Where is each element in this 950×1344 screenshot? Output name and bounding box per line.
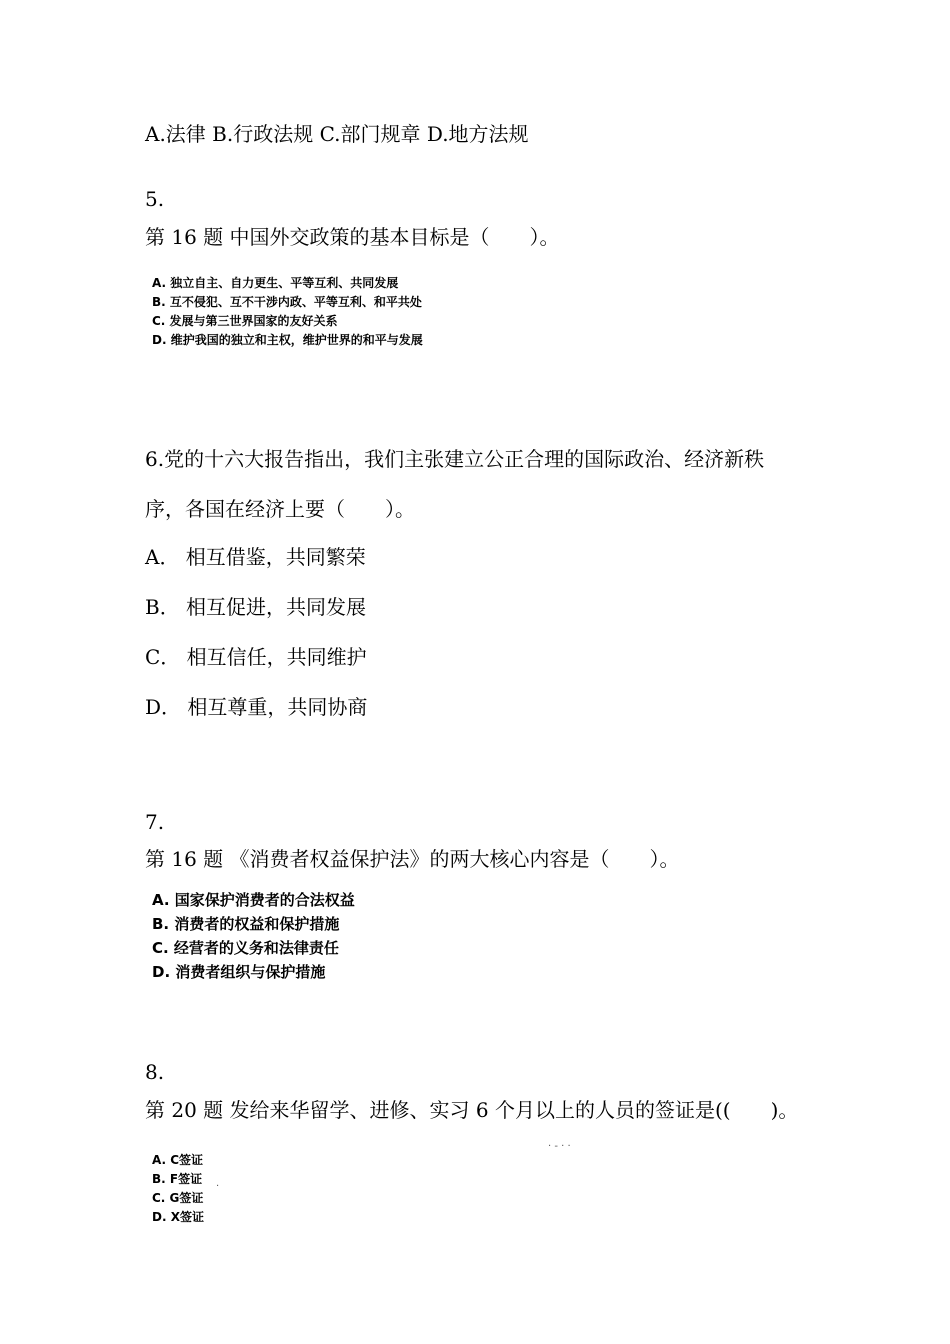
q7-option-a: A. 国家保护消费者的合法权益 xyxy=(152,891,355,909)
scan-speck-2: · xyxy=(216,1181,220,1192)
q8-number: 8. xyxy=(145,1060,165,1084)
q6-stem-line1: 6.党的十六大报告指出，我们主张建立公正合理的国际政治、经济新秩 xyxy=(145,447,765,471)
q7-option-d: D. 消费者组织与保护措施 xyxy=(152,963,326,981)
q6-stem-line2: 序，各国在经济上要（ ）。 xyxy=(145,497,415,521)
scan-speck: · - · · xyxy=(548,1141,571,1152)
q7-option-c: C. 经营者的义务和法律责任 xyxy=(152,939,339,957)
q8-option-b: B. F签证 xyxy=(152,1172,203,1186)
q7-stem: 第 16 题 《消费者权益保护法》的两大核心内容是（ ）。 xyxy=(145,847,680,871)
q6-option-d: D． 相互尊重，共同协商 xyxy=(145,695,368,719)
q6-option-c: C． 相互信任，共同维护 xyxy=(145,645,367,669)
q8-option-c: C. G签证 xyxy=(152,1191,204,1205)
q8-stem: 第 20 题 发给来华留学、进修、实习 6 个月以上的人员的签证是(( )。 xyxy=(145,1098,799,1122)
q8-option-a: A. C签证 xyxy=(152,1153,204,1167)
q5-option-d: D. 维护我国的独立和主权，维护世界的和平与发展 xyxy=(152,333,423,347)
q6-option-a: A． 相互借鉴，共同繁荣 xyxy=(145,545,366,569)
q5-option-c: C. 发展与第三世界国家的友好关系 xyxy=(152,314,338,328)
q5-option-a: A. 独立自主、自力更生、平等互利、共同发展 xyxy=(152,276,399,290)
q5-option-b: B. 互不侵犯、互不干涉内政、平等互利、和平共处 xyxy=(152,295,422,309)
q8-option-d: D. X签证 xyxy=(152,1210,204,1224)
q6-option-b: B． 相互促进，共同发展 xyxy=(145,595,367,619)
q7-number: 7. xyxy=(145,810,165,834)
q7-option-b: B. 消费者的权益和保护措施 xyxy=(152,915,340,933)
q5-number: 5. xyxy=(145,187,165,211)
q4-options-line: A.法律 B.行政法规 C.部门规章 D.地方法规 xyxy=(145,122,529,146)
q5-stem: 第 16 题 中国外交政策的基本目标是（ ）。 xyxy=(145,225,560,249)
